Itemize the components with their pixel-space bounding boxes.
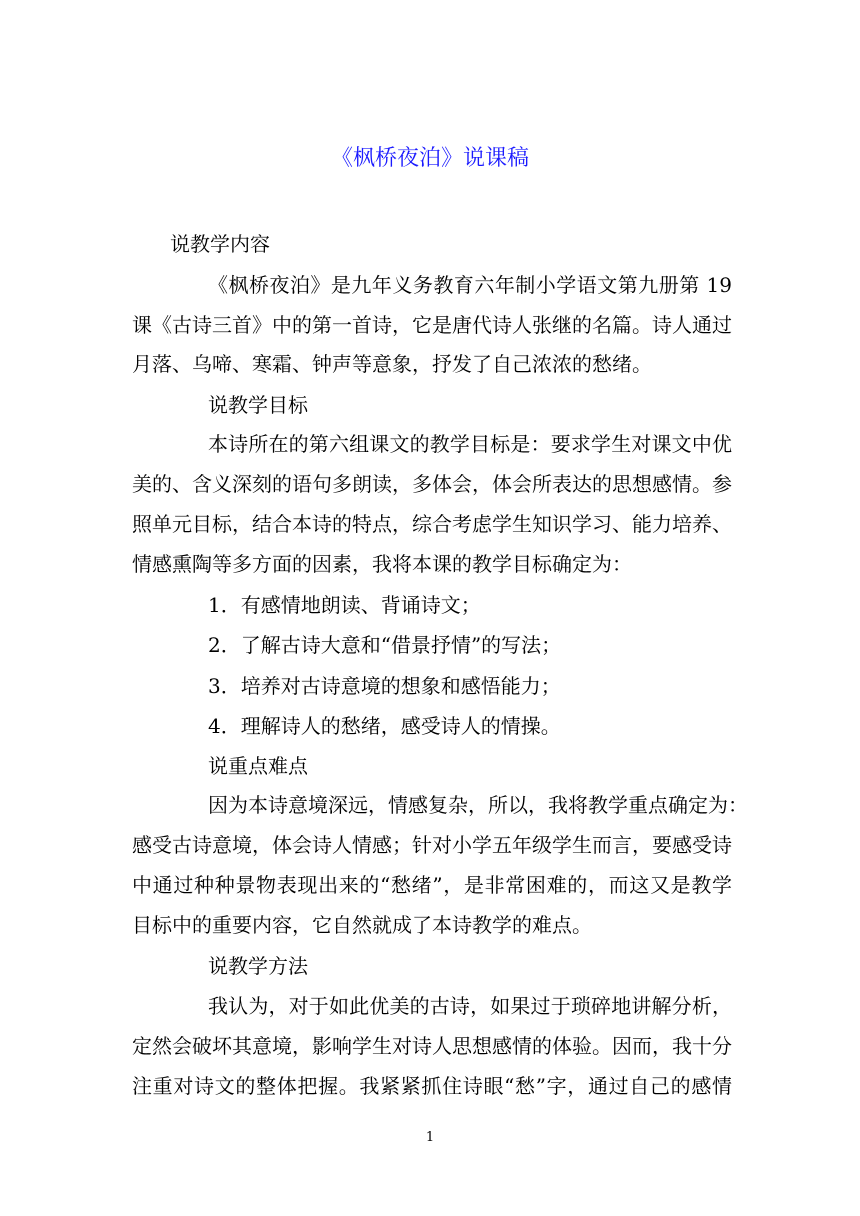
paragraph-line: 本诗所在的第六组课文的教学目标是：要求学生对课文中优 (208, 432, 732, 456)
section-heading-keypoints: 说重点难点 (208, 754, 308, 778)
page-number: 1 (425, 1130, 435, 1145)
paragraph-line: 感受古诗意境，体会诗人情感；针对小学五年级学生而言，要感受诗 (132, 833, 732, 857)
paragraph-line: 注重对诗文的整体把握。我紧紧抓住诗眼“愁”字，通过自己的感情 (132, 1074, 732, 1098)
goal-item-2: 2．了解古诗大意和“借景抒情”的写法； (208, 633, 562, 657)
paragraph-line: 美的、含义深刻的语句多朗读，多体会，体会所表达的思想感情。参 (132, 472, 732, 496)
paragraph-line: 课《古诗三首》中的第一首诗，它是唐代诗人张继的名篇。诗人通过 (132, 313, 732, 337)
paragraph-line: 照单元目标，结合本诗的特点，综合考虑学生知识学习、能力培养、 (132, 512, 732, 536)
paragraph-line: 中通过种种景物表现出来的“愁绪”，是非常困难的，而这又是教学 (132, 873, 732, 897)
paragraph-line: 目标中的重要内容，它自然就成了本诗教学的难点。 (132, 913, 592, 937)
goal-item-4: 4．理解诗人的愁绪，感受诗人的情操。 (208, 714, 561, 738)
paragraph-line: 《枫桥夜泊》是九年义务教育六年制小学语文第九册第 19 (208, 273, 732, 297)
paragraph-line: 情感熏陶等多方面的因素，我将本课的教学目标确定为： (132, 552, 632, 576)
section-heading-goals: 说教学目标 (208, 393, 308, 417)
section-heading-methods: 说教学方法 (208, 954, 308, 978)
paragraph-line: 月落、乌啼、寒霜、钟声等意象，抒发了自己浓浓的愁绪。 (132, 352, 652, 376)
paragraph-line: 因为本诗意境深远，情感复杂，所以，我将教学重点确定为： (208, 793, 748, 817)
paragraph-line: 定然会破坏其意境，影响学生对诗人思想感情的体验。因而，我十分 (132, 1034, 732, 1058)
goal-item-3: 3．培养对古诗意境的想象和感悟能力； (208, 674, 561, 698)
section-heading-content: 说教学内容 (170, 232, 270, 256)
document-title: 《枫桥夜泊》说课稿 (330, 146, 529, 171)
goal-item-1: 1．有感情地朗读、背诵诗文； (208, 593, 481, 617)
paragraph-line: 我认为，对于如此优美的古诗，如果过于琐碎地讲解分析， (208, 994, 732, 1018)
